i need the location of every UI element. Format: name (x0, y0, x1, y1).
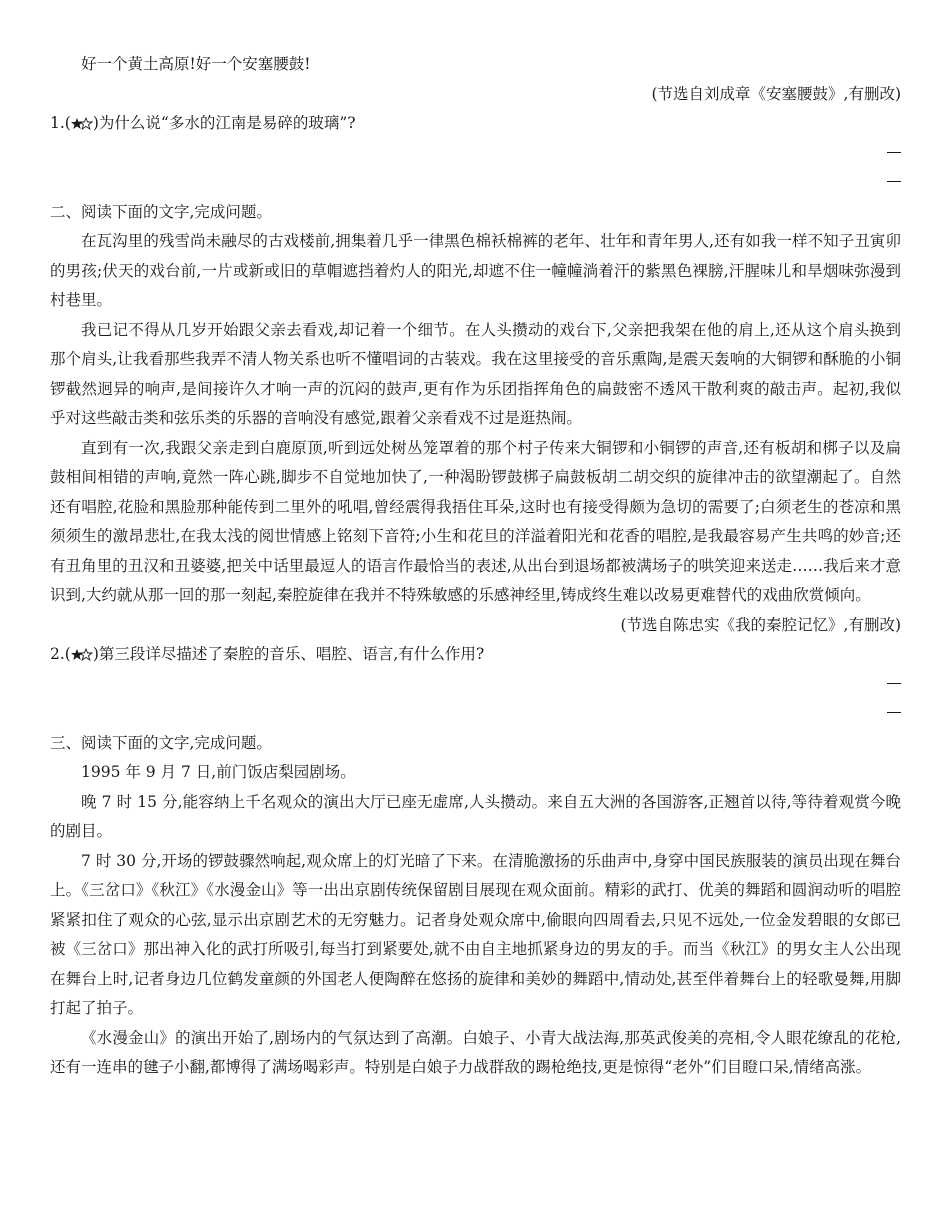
section2-heading: 二、阅读下面的文字,完成问题。 (50, 202, 272, 221)
section2-paragraph-3: 直到有一次,我跟父亲走到白鹿原顶,听到远处树丛笼罩着的那个村子传来大铜锣和小铜锣的声音,还有板胡和梆子以及扁鼓相间相错的声响,竟然一阵心跳,脚步不自觉地加快了,一种渴盼锣鼓梆子扁鼓板胡二胡交织的旋律冲击的欲望潮起了。自然还有唱腔,花脸和黑脸那种能传到二里外的吼唱,曾经震得我捂住耳朵,这时也有接受得颇为急切的需要了;白须老生的苍凉和黑须须生的激昂悲壮,在我太浅的阅世情感上铭刻下音符;小生和花旦的洋溢着阳光和花香的唱腔,是我最容易产生共鸣的妙音;还有丑角里的丑汉和丑婆婆,把关中话里最逗人的语言作最恰当的表述,从出台到退场都被满场子的哄笑迎来送走……我后来才意识到,大约就从那一回的那一刻起,秦腔旋律在我并不特殊敏感的乐感神经里,铸成终生难以改易更难替代的戏曲欣赏倾向。 (50, 438, 901, 604)
section3-paragraph-3: 7 时 30 分,开场的锣鼓骤然响起,观众席上的灯光暗了下来。在清脆激扬的乐曲声中,身穿中国民族服装的演员出现在舞台上。《三岔口》《秋江》《水漫金山》等一出出京剧传统保留剧目展现在观众面前。精彩的武打、优美的舞蹈和圆润动听的唱腔紧紧扣住了观众的心弦,显示出京剧艺术的无穷魅力。记者身处观众席中,偷眼向四周看去,只见不远处,一位金发碧眼的女郎已被《三岔口》那出神入化的武打所吸引,每当打到紧要处,就不由自主地抓紧身边的男友的手。而当《秋江》的男女主人公出现在舞台上时,记者身边几位鹤发童颜的外国老人便陶醉在悠扬的旋律和美妙的舞蹈中,情动处,甚至伴着舞台上的轻歌曼舞,用脚打起了拍子。 (50, 851, 901, 1017)
question-2-paren-close: ) (92, 645, 99, 663)
question-1-paren-close: ) (92, 114, 99, 132)
section2-paragraph-2: 我已记不得从几岁开始跟父亲去看戏,却记着一个细节。在人头攒动的戏台下,父亲把我架在他的肩上,还从这个肩头换到那个肩头,让我看那些我弄不清人物关系也听不懂唱词的古装戏。我在这里接受的音乐熏陶,是震天轰响的大铜锣和酥脆的小铜锣截然迥异的响声,是间接许久才响一声的沉闷的鼓声,更有作为乐团指挥角色的扁鼓密不透风干散利爽的敲击声。起初,我似乎对这些敲击类和弦乐类的乐器的音响没有感觉,跟着父亲看戏不过是逛热闹。 (50, 320, 901, 427)
section3-heading: 三、阅读下面的文字,完成问题。 (50, 733, 272, 752)
question-1-text: 为什么说“多水的江南是易碎的玻璃”? (98, 114, 356, 132)
question-2 (50, 640, 901, 670)
answer-line (887, 712, 901, 713)
answer-line (887, 152, 901, 153)
section3-paragraph-4: 《水漫金山》的演出开始了,剧场内的气氛达到了高潮。白娘子、小青大战法海,那英武俊美的亮相,令人眼花缭乱的花枪,还有一连串的毽子小翻,都博得了满场喝彩声。特别是白娘子力战群敌的踢枪绝技,更是惊得“老外”们目瞪口呆,情绪高涨。 (50, 1028, 901, 1076)
document-page (50, 50, 901, 1083)
section1-closing: 好一个黄土高原!好一个安塞腰鼓! (81, 55, 311, 73)
answer-line (887, 683, 901, 684)
question-1-answer-area[interactable] (50, 139, 901, 198)
section2-paragraph-1: 在瓦沟里的残雪尚未融尽的古戏楼前,拥集着几乎一律黑色棉袄棉裤的老年、壮年和青年男人,还有如我一样不知子丑寅卯的男孩;伏天的戏台前,一片或新或旧的草帽遮挡着灼人的阳光,却遮不住一幢幢淌着汗的紫黑色裸膀,汗腥味儿和旱烟味弥漫到村巷里。 (50, 232, 901, 309)
question-1 (50, 109, 901, 139)
section1-source: (节选自刘成章《安塞腰鼓》,有删改) (651, 84, 901, 103)
question-2-paren-open: ( (64, 645, 71, 663)
difficulty-stars-icon (71, 648, 93, 662)
question-2-number: 2. (50, 645, 65, 663)
difficulty-stars-icon (71, 117, 93, 131)
answer-line (887, 181, 901, 182)
question-2-answer-area[interactable] (50, 670, 901, 729)
question-1-number: 1. (50, 114, 65, 132)
question-2-text: 第三段详尽描述了秦腔的音乐、唱腔、语言,有什么作用? (98, 645, 485, 663)
question-1-paren-open: ( (64, 114, 71, 132)
section3-paragraph-1: 1995 年 9 月 7 日,前门饭店梨园剧场。 (81, 763, 356, 781)
section3-paragraph-2: 晚 7 时 15 分,能容纳上千名观众的演出大厅已座无虚席,人头攒动。来自五大洲的各国游客,正翘首以待,等待着观赏今晚的剧目。 (50, 792, 901, 840)
section2-source: (节选自陈忠实《我的秦腔记忆》,有删改) (620, 615, 901, 634)
